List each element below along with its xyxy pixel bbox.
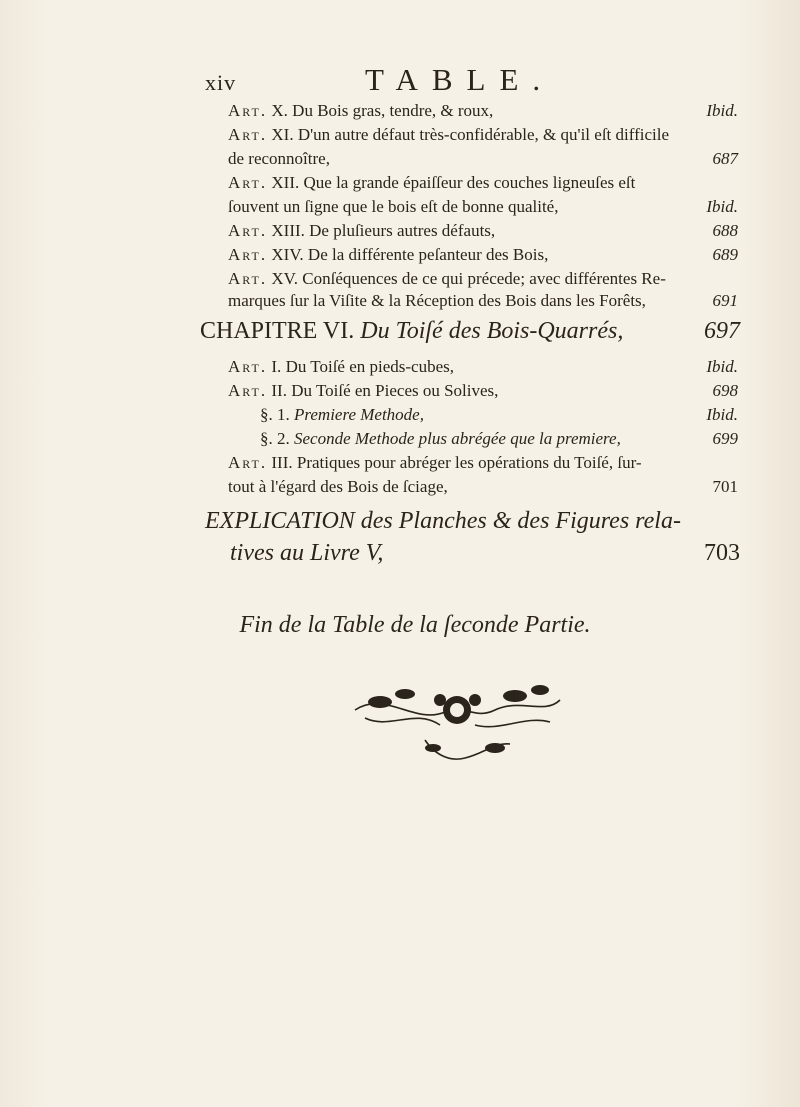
book-page: xiv TABLE. Art. X. Du Bois gras, tendre, & roux, Ibid. Art. XI. D'un autre défaut très-confidérable, & qu'il eſt difficile de reconnoître, 687 Art. XII. Que la grande épaiſſeur des couches ligneuſes eſt ſouvent un ſigne que le bois eſt de bonne qualité, Ibid. Art. XIII. De pluſieurs autres défauts, 688 Art. XIV. De la différente peſanteur des Bois, 689 Art. XV. Conſéquences de ce qui précede; avec différentes Re- marques ſur la Viſite & la Réception des Bois dans les Forêts, 691 CHAPITRE VI. Du Toiſé des Bois-Quarrés, 697 Art. I. Du Toiſé en pieds-cubes, Ibid. Art. II. Du Toiſé en Pieces ou Solives, 698 §. 1. Premiere Methode, Ibid. §. 2. Seconde Methode plus abrégée que la premiere, 699 Art. III. Pratiques pour abréger les opérations du Toiſé, ſur- tout à l'égard des Bois de ſciage, 701 EXPLICATION des Planches & des Figures rela- tives au Livre V, 703 Fin de la Table de la ſeconde Partie. [0, 0, 800, 1107]
running-head: TABLE. [365, 62, 555, 97]
page-ref: Ibid. [706, 197, 738, 216]
chapter-title: Du Toiſé des Bois-Quarrés, [360, 318, 624, 344]
page-ref: 701 [712, 477, 738, 496]
page-ref: 698 [712, 381, 738, 400]
closing-line: Fin de la Table de la ſeconde Partie. [239, 612, 591, 638]
page-ref: Ibid. [706, 101, 738, 120]
page-number: xiv [205, 70, 237, 95]
floral-vignette-icon [345, 670, 570, 770]
page-ref: 691 [712, 291, 738, 310]
page-ref: 688 [712, 221, 738, 240]
page-ref: 689 [712, 245, 738, 264]
chapter-label: CHAPITRE VI. [200, 318, 355, 344]
page-ref: Ibid. [706, 405, 738, 424]
chapter-heading [200, 318, 740, 345]
explication-heading: EXPLICATION des Planches & des Figures rela- [205, 508, 681, 534]
page-ref: 687 [712, 149, 738, 168]
page-ref: Ibid. [706, 357, 738, 376]
explication-heading-continuation: tives au Livre V, 703 [230, 540, 740, 566]
page-ref: 699 [712, 429, 738, 448]
page-ref: 703 [704, 540, 740, 566]
chapter-page: 697 [704, 318, 740, 344]
